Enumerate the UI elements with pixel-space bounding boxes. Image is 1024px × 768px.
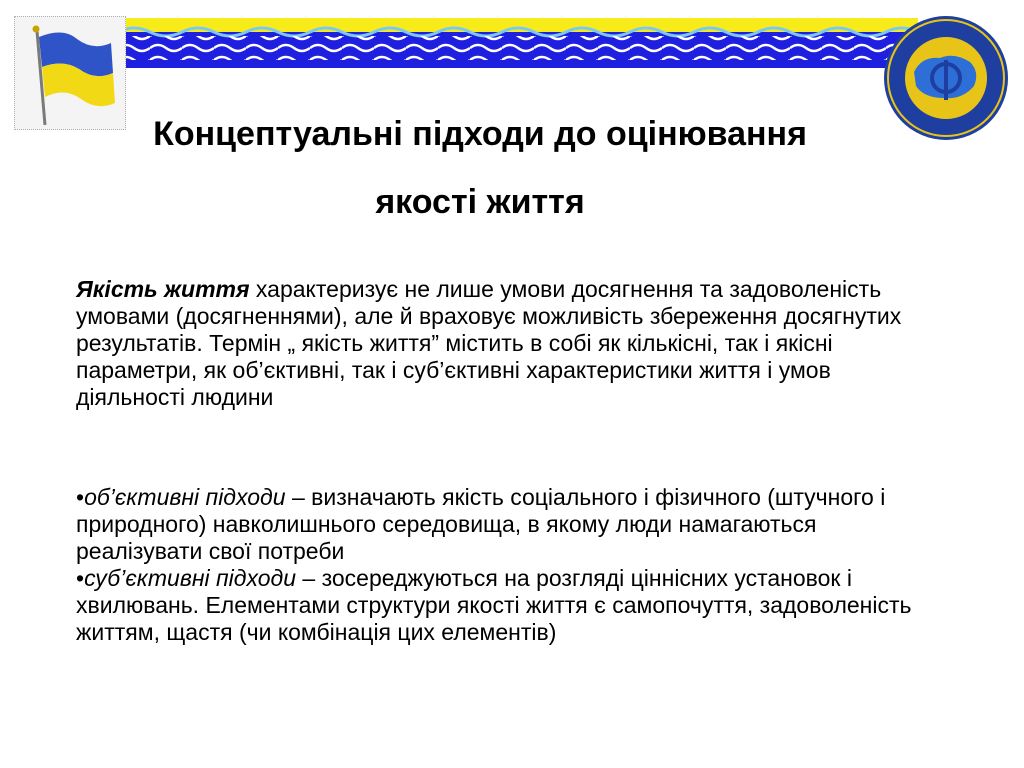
page-subtitle: якості життя bbox=[375, 183, 585, 221]
list-item bbox=[76, 484, 946, 565]
bullet-term: суб’єктивні підходи bbox=[84, 565, 297, 591]
page-title: Концептуальні підходи до оцінювання bbox=[153, 115, 807, 153]
bullet-text: – зосереджуються на розгляді ціннісних установок і хвилювань. Елементами структури якості життя є самопочуття, задоволеність життям, щастя (чи комбінація цих елементів) bbox=[76, 565, 912, 645]
intro-term: Якість життя bbox=[76, 276, 250, 302]
intro-paragraph bbox=[76, 276, 946, 411]
ukraine-flag-icon bbox=[14, 16, 126, 130]
approaches-list bbox=[76, 484, 946, 646]
bullet-marker: • bbox=[76, 565, 85, 591]
bullet-marker: • bbox=[76, 484, 85, 510]
bullet-term: об’єктивні підходи bbox=[84, 484, 286, 510]
wave-banner bbox=[118, 18, 918, 68]
intro-text: характеризує не лише умови досягнення та задоволеність умовами (досягненнями), але й враховує можливість збереження досягнутих результатів. Термін „ якість життя” містить в собі як кількісні, так і якісні параметри, як об’єктивні, так і суб’єктивні характеристики життя і умов діяльності людини bbox=[76, 276, 902, 410]
bullet-text: – визначають якість соціального і фізичного (штучного і природного) навколишнього середовища, в якому люди намагаються реалізувати свої потреби bbox=[76, 484, 886, 564]
list-item bbox=[76, 565, 946, 646]
